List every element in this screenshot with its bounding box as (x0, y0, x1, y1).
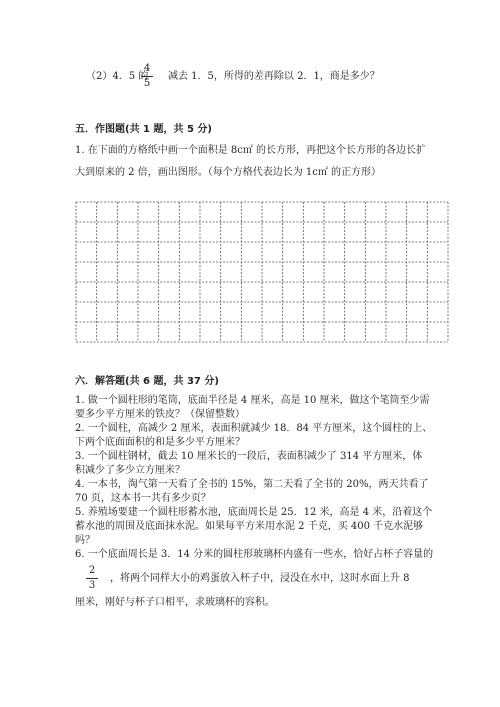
section6-line-2: 2. 一个圆柱，高减少 2 厘米，表面积就减少 18．84 平方厘米，这个圆柱的上、 (75, 423, 433, 434)
q6-fraction (86, 565, 98, 592)
q2-frac-denominator: 5 (143, 78, 151, 89)
section6-line-10: 吗？ (75, 535, 95, 546)
q6-frac-denominator: 3 (88, 580, 96, 591)
section5-heading: 五．作图题(共 1 题，共 5 分) (75, 124, 212, 135)
grid-svg (75, 201, 449, 343)
q2-fraction (141, 63, 153, 90)
q2-frac-bar (141, 76, 153, 77)
section6-line-1: 要多少平方厘米的铁皮？（保留整数） (75, 409, 245, 420)
section6-line-4: 3. 一个圆柱钢材，截去 10 厘米长的一段后，表面积减少了 314 平方厘米，体 (75, 451, 423, 462)
section6-line-5: 积减少了多少立方厘米？ (75, 465, 185, 476)
section6-line-11: 6. 一个底面周长是 3．14 分米的圆柱形玻璃杯内盛有一些水，恰好占杯子容量的 (75, 549, 434, 560)
section6-line-3: 下两个底面面积的和是多少平方厘米？ (75, 437, 245, 448)
q2-suffix: 减去 1．5，所得的差再除以 2．1，商是多少？ (168, 71, 380, 82)
q6-continuation-1: ，将两个同样大小的鸡蛋放入杯子中，浸没在水中，这时水面上升 8 (110, 573, 410, 584)
section6-line-0: 1. 做一个圆柱形的笔筒，底面半径是 4 厘米，高是 10 厘米，做这个笔筒至少需 (75, 395, 430, 406)
q6-frac-numerator: 2 (88, 565, 96, 576)
q2-prefix: （2）4．5 的 (86, 71, 149, 82)
q2-frac-numerator: 4 (143, 63, 151, 74)
section6-line-6: 4. 一本书，淘气第一天看了全书的 15%，第二天看了全书的 20%，两天共看了 (75, 479, 429, 490)
section6-line-9: 蓄水池的周围及底面抹水泥。如果每平方米用水泥 2 千克，买 400 千克水泥够 (75, 521, 424, 532)
section5-line1: 1. 在下面的方格纸中画一个面积是 8c㎡ 的长方形，再把这个长方形的各边长扩 (75, 145, 427, 156)
q6-frac-bar (86, 578, 98, 579)
section6-line-8: 5. 养殖场要建一个圆柱形蓄水池，底面周长是 25．12 米，高是 4 米，沿着这个 (75, 507, 433, 518)
grid-paper (75, 201, 449, 343)
section6-heading: 六．解答题(共 6 题，共 37 分) (75, 376, 219, 387)
section5-line2: 大到原来的 2 倍，画出图形。（每个方格代表边长为 1c㎡ 的正方形） (75, 167, 382, 178)
q6-continuation-2: 厘米，刚好与杯子口相平，求玻璃杯的容积。 (75, 597, 275, 608)
section6-line-7: 70 页，这本书一共有多少页？ (75, 493, 211, 504)
